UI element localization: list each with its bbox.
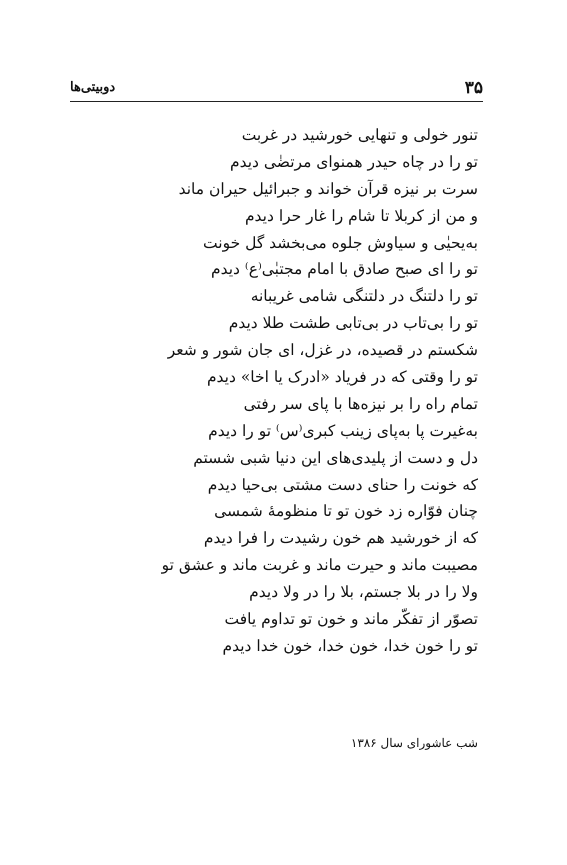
section-title: دوبیتی‌ها bbox=[70, 80, 116, 95]
running-head bbox=[70, 76, 483, 100]
poem-line: به‌غیرت پا به‌پای زینب کبری⁽س⁾ تو را دیدم bbox=[208, 421, 478, 440]
poem-line: که از خورشید هم خون رشیدت را فرا دیدم bbox=[203, 529, 478, 548]
poem-line: تو را خون خدا، خون خدا، خون خدا دیدم bbox=[222, 636, 478, 655]
poem-line: مصیبت ماند و حیرت ماند و غربت ماند و عشق تو bbox=[161, 556, 478, 575]
poem-dateline: شب عاشورای سال ۱۳۸۶ bbox=[350, 736, 478, 750]
poem-line: تو را دلتنگ در دلتنگی شامی غریبانه bbox=[250, 287, 478, 306]
poem-line: دل و دست از پلیدی‌های این دنیا شبی شستم bbox=[193, 448, 478, 467]
poem-line: تو را ای صبح صادق با امام مجتبٰی⁽ع⁾ دیدم bbox=[211, 260, 478, 279]
poem-line: تو را بی‌تاب در بی‌تابی طشت طلا دیدم bbox=[228, 314, 478, 333]
poem-line: تنور خولی و تنهایی خورشید در غربت bbox=[241, 126, 478, 144]
poem-line: چنان فوّاره زد خون تو تا منظومهٔ شمسی bbox=[214, 502, 478, 521]
poem-line: به‌یحیٰی و سیاوش جلوه می‌بخشد گل خونت bbox=[203, 233, 478, 252]
poem-body bbox=[78, 122, 478, 660]
poem-line: تو را در چاه حیدر همنوای مرتضٰی دیدم bbox=[229, 152, 478, 171]
poem-line: تمام راه را بر نیزه‌ها با پای سر رفتی bbox=[243, 394, 478, 413]
poem-line: که خونت را حنای دست مشتی بی‌حیا دیدم bbox=[207, 475, 478, 494]
poem-line: ولا را در بلا جستم، بلا را در ولا دیدم bbox=[249, 583, 478, 602]
poem-line: تصوّر از تفکّر ماند و خون تو تداوم یافت bbox=[224, 610, 478, 629]
poem-line: شکستم در قصیده، در غزل، ای جان شور و شعر bbox=[167, 341, 478, 360]
poem-line: و من از کربلا تا شام را غار حرا دیدم bbox=[244, 206, 478, 225]
header-rule bbox=[70, 101, 483, 102]
poem-line: سرت بر نیزه قرآن خواند و جبرائیل حیران ماند bbox=[178, 179, 478, 198]
poem-line: تو را وقتی که در فریاد «ادرک یا اخا» دیدم bbox=[206, 368, 478, 387]
page-number: ۳۵ bbox=[464, 78, 483, 98]
